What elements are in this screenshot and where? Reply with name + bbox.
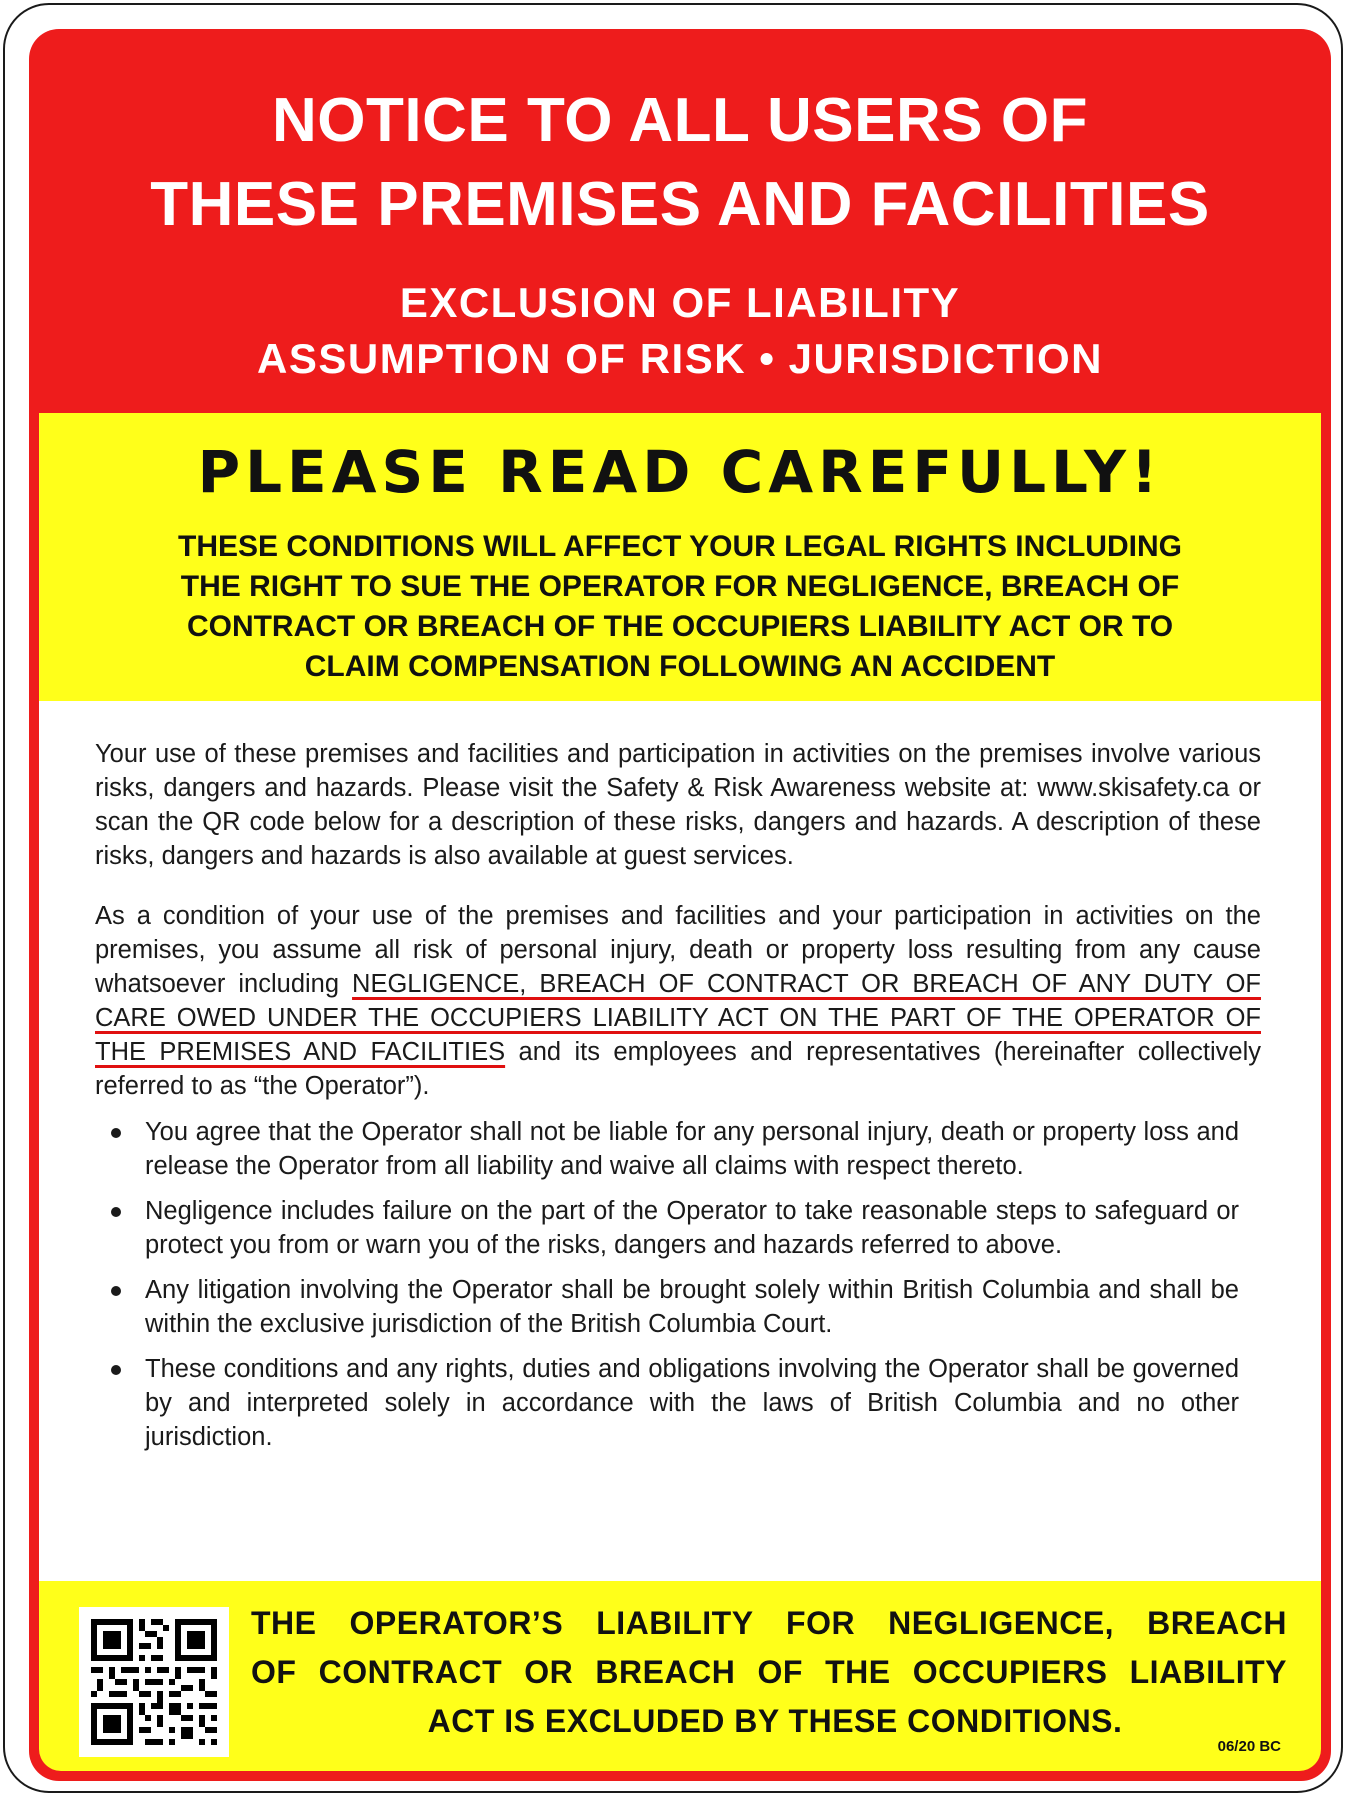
list-item-text: Negligence includes failure on the part of the Operator to take reasonable steps to safeguard or protect you from or warn you of the risks, dangers and hazards referred to above.: [145, 1197, 1239, 1259]
list-item: [95, 1273, 1239, 1341]
assumption-underlined-text: NEGLIGENCE, BREACH OF CONTRACT OR BREACH OF ANY DUTY OF CARE OWED UNDER THE OCCUPIERS LIABILITY ACT ON THE PART OF THE OPERATOR OF THE PREMISES AND FACILITIES: [95, 970, 1261, 1066]
bullet-icon: [111, 1286, 121, 1296]
warning-line1: THESE CONDITIONS WILL AFFECT YOUR LEGAL RIGHTS INCLUDING: [178, 530, 1182, 563]
exclusion-line1: THE OPERATOR’S LIABILITY FOR NEGLIGENCE, BREACH: [251, 1605, 1287, 1641]
assumption-text-after: and its employees and representatives (hereinafter collectively referred to as “the Operator”).: [95, 1038, 1261, 1100]
list-item: [95, 1194, 1239, 1262]
bullet-icon: [111, 1207, 121, 1217]
risk-paragraph: Your use of these premises and facilities and participation in activities on the premises involve various risks, dangers and hazards. Please visit the Safety & Risk Awareness website at: www.skisafety.ca or scan the QR code below for a description of these risks, dangers and hazards. A description of these risks, dangers and hazards is also available at guest services.: [95, 740, 1261, 870]
sign-panel: [29, 29, 1331, 1781]
bullet-icon: [111, 1128, 121, 1138]
sign-code: 06/20 BC: [1217, 1738, 1281, 1755]
notice-subtitle-line2: ASSUMPTION OF RISK • JURISDICTION: [257, 335, 1103, 382]
assumption-text-before: As a condition of your use of the premises and facilities and your participation in activities on the premises, you assume all risk of personal injury, death or property loss resulting from any cause whatsoever including: [95, 902, 1261, 998]
assumption-paragraph: [95, 899, 1261, 1103]
warning-conditions: [79, 527, 1281, 687]
list-item-text: Any litigation involving the Operator shall be brought solely within British Columbia and shall be within the exclusive jurisdiction of the British Columbia Court.: [145, 1276, 1239, 1338]
list-item-text: You agree that the Operator shall not be liable for any personal injury, death or property loss and release the Operator from all liability and waive all claims with respect thereto.: [145, 1118, 1239, 1180]
sign-border: [3, 3, 1343, 1793]
notice-title-line1: NOTICE TO ALL USERS OF: [272, 86, 1088, 155]
warning-line4: CLAIM COMPENSATION FOLLOWING AN ACCIDENT: [304, 650, 1056, 683]
conditions-list: [95, 1115, 1239, 1465]
body-section: [39, 701, 1321, 1581]
list-item-text: These conditions and any rights, duties and obligations involving the Operator shall be governed by and interpreted solely in accordance with the laws of British Columbia and no other jurisdiction.: [145, 1355, 1239, 1451]
notice-subtitle-line1: EXCLUSION OF LIABILITY: [399, 279, 961, 326]
warning-section: [39, 413, 1321, 701]
exclusion-statement: [245, 1599, 1305, 1746]
qr-code-icon: [79, 1607, 229, 1757]
exclusion-line2: OF CONTRACT OR BREACH OF THE OCCUPIERS LIABILITY: [251, 1654, 1287, 1690]
notice-subtitle: [29, 275, 1331, 387]
exclusion-line3: ACT IS EXCLUDED BY THESE CONDITIONS.: [427, 1703, 1123, 1739]
bullet-icon: [111, 1365, 121, 1375]
warning-headline: PLEASE READ CAREFULLY!: [197, 438, 1163, 506]
warning-line3: CONTRACT OR BREACH OF THE OCCUPIERS LIABILITY ACT OR TO: [186, 610, 1174, 643]
list-item: [95, 1352, 1239, 1454]
footer-section: [39, 1581, 1321, 1771]
header-section: [29, 29, 1331, 413]
notice-title-line2: THESE PREMISES AND FACILITIES: [150, 170, 1210, 239]
notice-title: [29, 79, 1331, 247]
list-item: [95, 1115, 1239, 1183]
warning-line2: THE RIGHT TO SUE THE OPERATOR FOR NEGLIGENCE, BREACH OF: [180, 570, 1180, 603]
